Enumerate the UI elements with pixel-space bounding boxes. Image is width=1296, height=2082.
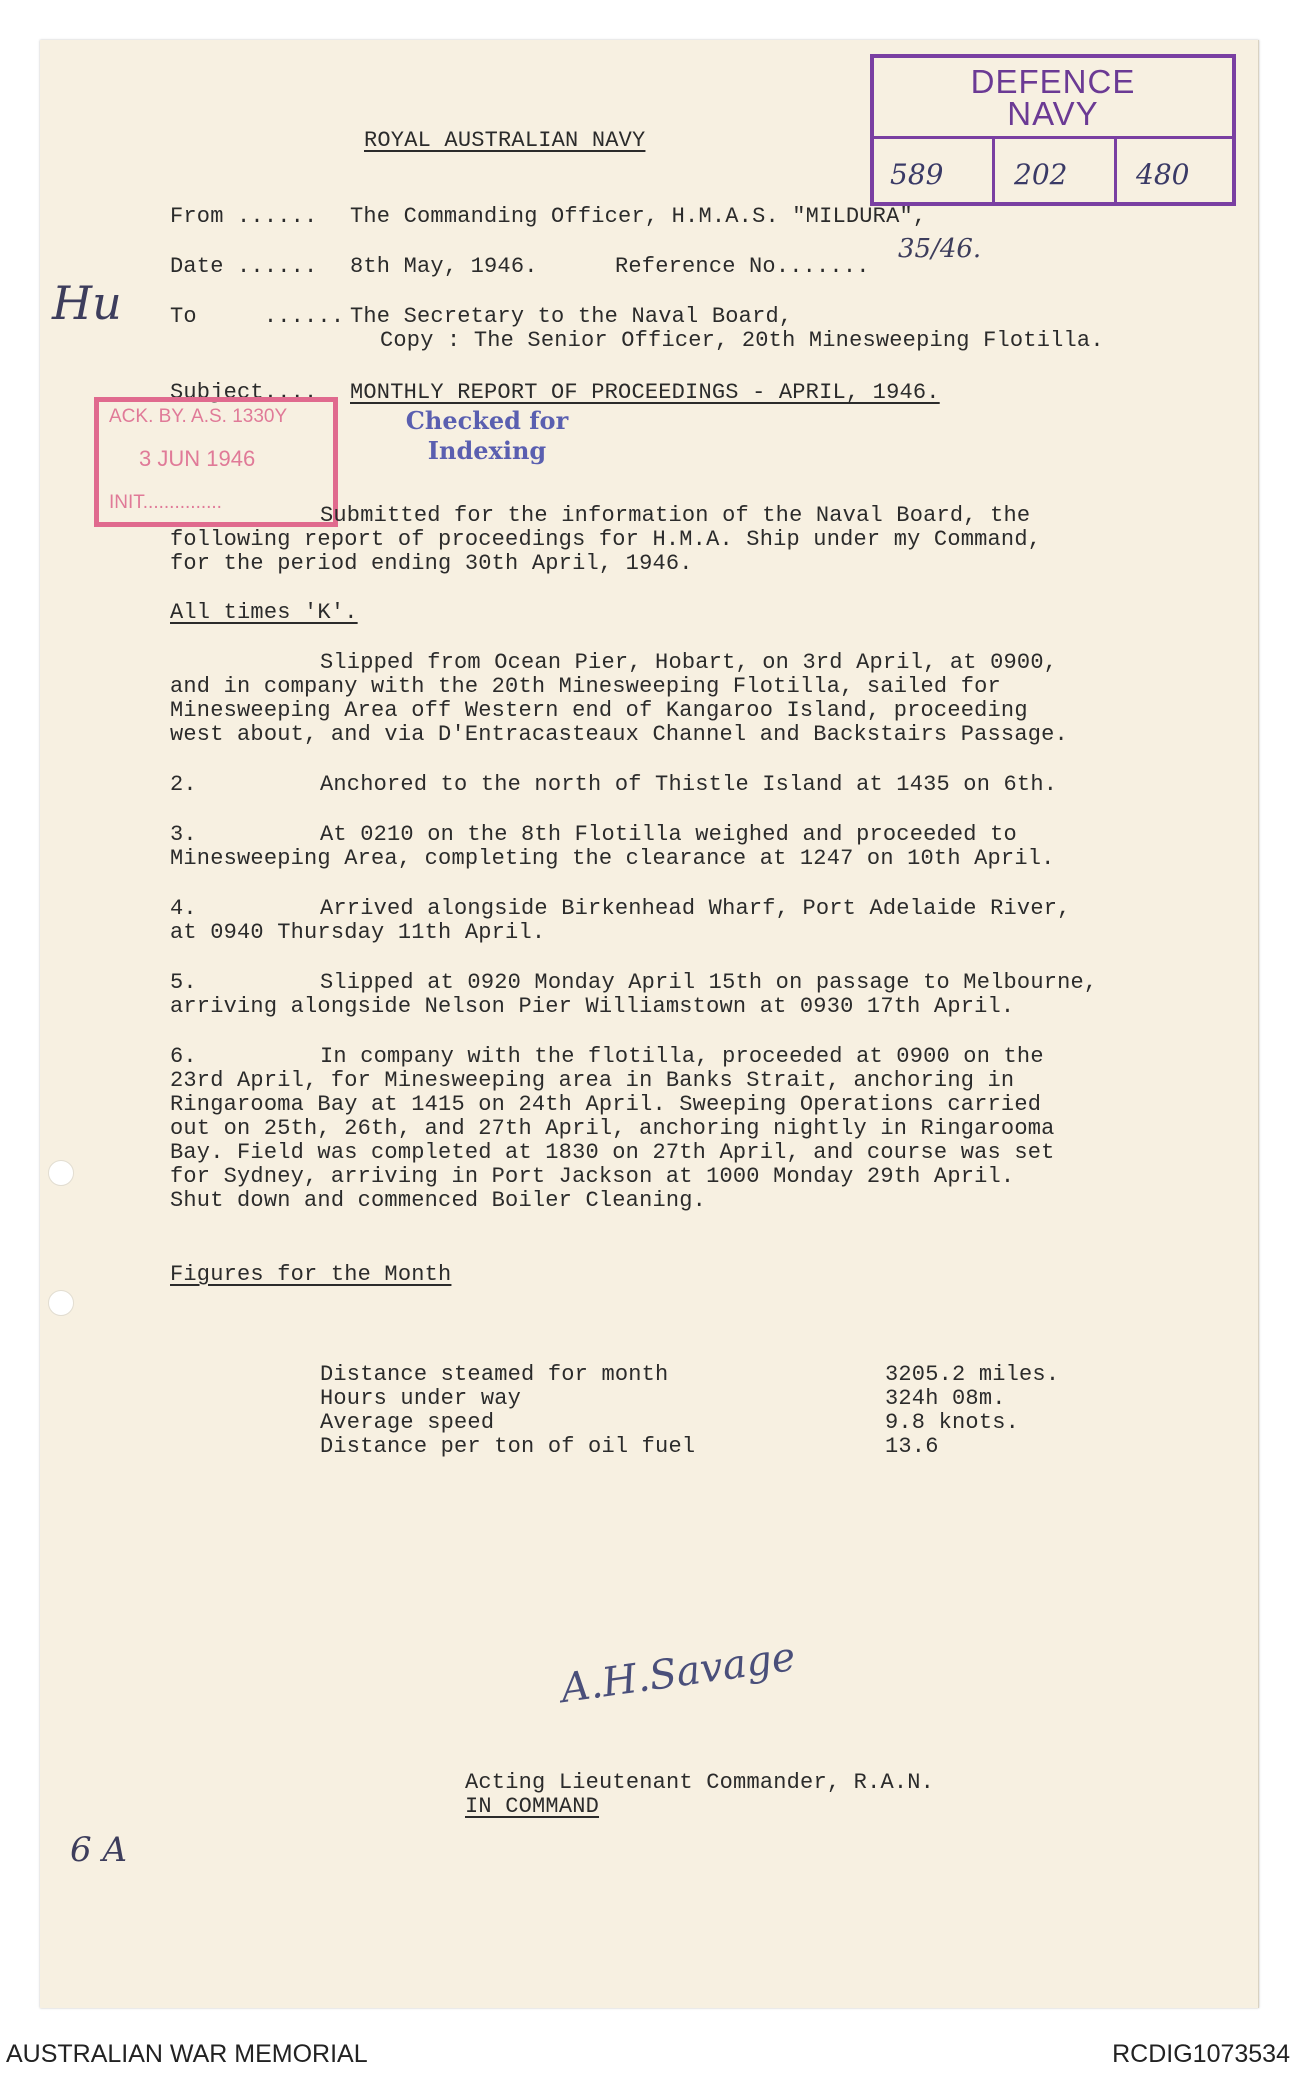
- figure-label: Distance steamed for month: [320, 1362, 669, 1387]
- date-label: Date ......: [170, 254, 318, 279]
- from-value: The Commanding Officer, H.M.A.S. "MILDURA",: [350, 204, 927, 229]
- paragraph-line: and in company with the 20th Minesweeping Flotilla, sailed for: [170, 674, 1001, 699]
- subject-value: MONTHLY REPORT OF PROCEEDINGS - APRIL, 1946.: [350, 380, 940, 405]
- margin-note: 6 A: [70, 1830, 127, 1870]
- stamp-divider: [874, 136, 1232, 139]
- footer-source: AUSTRALIAN WAR MEMORIAL: [6, 2040, 368, 2068]
- intro-line: Submitted for the information of the Naval Board, the: [320, 503, 1031, 528]
- paragraph-number: 3.: [170, 822, 197, 847]
- paragraph-line: Minesweeping Area off Western end of Kangaroo Island, proceeding: [170, 698, 1028, 723]
- footer-id: RCDIG1073534: [1112, 2040, 1290, 2068]
- paragraph-line: arriving alongside Nelson Pier Williamstown at 0930 17th April.: [170, 994, 1015, 1019]
- paragraph-line: Slipped from Ocean Pier, Hobart, on 3rd April, at 0900,: [320, 650, 1058, 675]
- to-label: To ......: [170, 304, 345, 329]
- margin-initials: Hu: [52, 276, 122, 330]
- signature: A.H.Savage: [557, 1633, 799, 1713]
- paragraph-line: In company with the flotilla, proceeded at 0900 on the: [320, 1044, 1044, 1069]
- stamp-divider: [1114, 136, 1117, 202]
- figure-label: Distance per ton of oil fuel: [320, 1434, 696, 1459]
- to-value: The Secretary to the Naval Board,: [350, 304, 793, 329]
- paragraph-line: Slipped at 0920 Monday April 15th on passage to Melbourne,: [320, 970, 1098, 995]
- intro-line: following report of proceedings for H.M.A. Ship under my Command,: [170, 527, 1042, 552]
- reference-label: Reference No.......: [615, 254, 870, 279]
- paragraph-line: Arrived alongside Birkenhead Wharf, Port Adelaide River,: [320, 896, 1071, 921]
- intro-line: for the period ending 30th April, 1946.: [170, 551, 693, 576]
- reference-value: 35/46.: [898, 234, 982, 264]
- paragraph-line: Shut down and commenced Boiler Cleaning.: [170, 1188, 707, 1213]
- date-value: 8th May, 1946.: [350, 254, 538, 279]
- figure-value: 13.6: [885, 1434, 939, 1459]
- stamp-divider: [992, 136, 995, 202]
- paragraph-line: at 0940 Thursday 11th April.: [170, 920, 546, 945]
- document-page: [40, 40, 1259, 2008]
- stamp-cell: 589: [890, 158, 944, 191]
- paragraph-number: 5.: [170, 970, 197, 995]
- stamp-cell: 202: [1014, 158, 1068, 191]
- paragraph-line: At 0210 on the 8th Flotilla weighed and proceeded to: [320, 822, 1017, 847]
- paragraph-line: out on 25th, 26th, and 27th April, anchoring nightly in Ringarooma: [170, 1116, 1055, 1141]
- paragraph-line: 23rd April, for Minesweeping area in Banks Strait, anchoring in: [170, 1068, 1015, 1093]
- copy-line: Copy : The Senior Officer, 20th Minesweeping Flotilla.: [380, 328, 1104, 353]
- subject-label: Subject....: [170, 380, 318, 405]
- in-command-line: IN COMMAND: [465, 1794, 600, 1819]
- punch-hole: [48, 1290, 74, 1316]
- paragraph-line: Bay. Field was completed at 1830 on 27th April, and course was set: [170, 1140, 1055, 1165]
- paragraph-number: 4.: [170, 896, 197, 921]
- stamp-cell: 480: [1136, 158, 1190, 191]
- figure-value: 3205.2 miles.: [885, 1362, 1060, 1387]
- defence-navy-stamp: [870, 54, 1236, 206]
- paragraph-line: for Sydney, arriving in Port Jackson at 1000 Monday 29th April.: [170, 1164, 1015, 1189]
- paragraph-line: Anchored to the north of Thistle Island at 1435 on 6th.: [320, 772, 1058, 797]
- paragraph-number: 6.: [170, 1044, 197, 1069]
- figure-value: 324h 08m.: [885, 1386, 1006, 1411]
- paragraph-line: Minesweeping Area, completing the clearance at 1247 on 10th April.: [170, 846, 1055, 871]
- acknowledgement-stamp: ACK. BY. A.S. 1330Y 3 JUN 1946 INIT...............: [94, 397, 338, 527]
- paragraph-line: west about, and via D'Entracasteaux Channel and Backstairs Passage.: [170, 722, 1068, 747]
- figure-label: Hours under way: [320, 1386, 522, 1411]
- times-heading: All times 'K'.: [170, 600, 358, 625]
- page-title: ROYAL AUSTRALIAN NAVY: [364, 128, 646, 153]
- stamp-title: DEFENCE NAVY: [970, 63, 1136, 132]
- checked-for-indexing-stamp: Checked for Indexing: [405, 406, 569, 465]
- figures-heading: Figures for the Month: [170, 1262, 452, 1287]
- punch-hole: [48, 1160, 74, 1186]
- figure-label: Average speed: [320, 1410, 495, 1435]
- signatory-title: Acting Lieutenant Commander, R.A.N.: [465, 1770, 935, 1795]
- paragraph-line: Ringarooma Bay at 1415 on 24th April. Sweeping Operations carried: [170, 1092, 1042, 1117]
- paragraph-number: 2.: [170, 772, 197, 797]
- from-label: From ......: [170, 204, 318, 229]
- figure-value: 9.8 knots.: [885, 1410, 1020, 1435]
